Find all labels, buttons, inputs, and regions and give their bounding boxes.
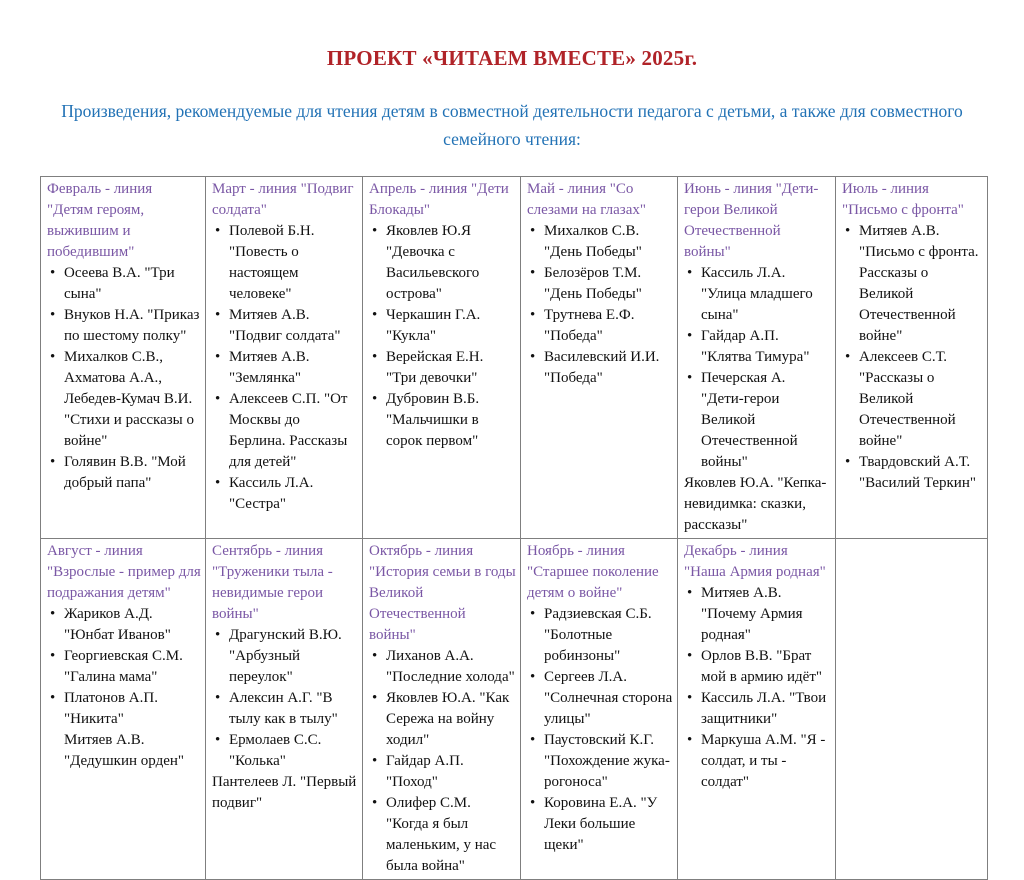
month-cell — [41, 177, 206, 539]
book-item-text: Яковлев Ю.А. "Кепка-невидимка: сказки, рассказы" — [684, 475, 827, 533]
month-line-header: Июнь - линия "Дети-герои Великой Отечественной войны" — [684, 181, 819, 260]
bullet-icon: • — [687, 328, 693, 344]
bullet-icon: • — [687, 648, 693, 664]
book-item-text: Митяев А.В. "Почему Армия родная" — [701, 585, 803, 643]
book-item — [527, 263, 673, 305]
reading-plan-table — [40, 176, 988, 880]
book-item — [527, 604, 673, 667]
bullet-icon: • — [50, 690, 56, 706]
book-item — [842, 347, 983, 452]
bullet-icon: • — [215, 391, 221, 407]
month-cell — [678, 177, 836, 539]
bullet-icon: • — [215, 627, 221, 643]
book-item — [842, 452, 983, 494]
book-item-text: Гайдар А.П. "Клятва Тимура" — [701, 328, 810, 365]
book-item-text: Алексеев С.П. "От Москвы до Берлина. Рассказы для детей" — [229, 391, 348, 470]
month-line-header: Ноябрь - линия "Старшее поколение детям о войне" — [527, 543, 659, 601]
book-item — [842, 221, 983, 347]
book-item-text: Радзиевская С.Б. "Болотные робинзоны" — [544, 606, 652, 664]
month-cell — [836, 177, 988, 539]
book-item — [369, 221, 516, 305]
book-item-text: Кассиль Л.А. "Твои защитники" — [701, 690, 827, 727]
month-cell — [678, 539, 836, 880]
book-item-text: Олифер С.М. "Когда я был маленьким, у нас была война" — [386, 795, 497, 874]
book-item — [684, 473, 831, 536]
book-item-text: Верейская Е.Н. "Три девочки" — [386, 349, 484, 386]
book-item-text: Митяев А.В. "Дедушкин орден" — [64, 732, 185, 769]
book-item — [212, 625, 358, 688]
book-item — [47, 646, 201, 688]
bullet-icon: • — [530, 349, 536, 365]
book-item-text: Гайдар А.П. "Поход" — [386, 753, 464, 790]
book-item-text: Паустовский К.Г. "Похождение жука-рогоноса" — [544, 732, 670, 790]
book-item-text: Митяев А.В. "Землянка" — [229, 349, 310, 386]
bullet-icon: • — [215, 690, 221, 706]
book-item — [212, 473, 358, 515]
bullet-icon: • — [372, 223, 378, 239]
bullet-icon: • — [215, 223, 221, 239]
month-line-header: Июль - линия "Письмо с фронта" — [842, 181, 964, 218]
bullet-icon: • — [215, 307, 221, 323]
bullet-icon: • — [372, 391, 378, 407]
book-item-text: Лиханов А.А. "Последние холода" — [386, 648, 515, 685]
book-item-text: Кассиль Л.А. "Сестра" — [229, 475, 314, 512]
book-item-text: Драгунский В.Ю. "Арбузный переулок" — [229, 627, 342, 685]
book-item — [684, 730, 831, 793]
month-cell — [206, 177, 363, 539]
bullet-icon: • — [687, 690, 693, 706]
bullet-icon: • — [215, 475, 221, 491]
bullet-icon: • — [687, 585, 693, 601]
bullet-icon: • — [50, 454, 56, 470]
month-cell — [521, 539, 678, 880]
month-line-header: Октябрь - линия "История семьи в годы Великой Отечественной войны" — [369, 543, 516, 643]
table-row — [41, 177, 988, 539]
book-item-text: Михалков С.В. "День Победы" — [544, 223, 642, 260]
bullet-icon: • — [215, 732, 221, 748]
book-item — [369, 793, 516, 877]
book-item — [684, 368, 831, 473]
month-cell — [521, 177, 678, 539]
book-item — [369, 389, 516, 452]
book-item — [212, 305, 358, 347]
month-line-header: Май - линия "Со слезами на глазах" — [527, 181, 647, 218]
bullet-icon: • — [530, 223, 536, 239]
book-item — [47, 305, 201, 347]
bullet-icon: • — [687, 370, 693, 386]
book-item-text: Твардовский А.Т. "Василий Теркин" — [859, 454, 976, 491]
bullet-icon: • — [372, 795, 378, 811]
page-subtitle: Произведения, рекомендуемые для чтения детям в совместной деятельности педагога с детьми, а также для совместного семейного чтения: — [61, 101, 963, 149]
month-line-header: Сентябрь - линия "Труженики тыла - невидимые герои войны" — [212, 543, 333, 622]
book-item-text: Жариков А.Д. "Юнбат Иванов" — [64, 606, 171, 643]
bullet-icon: • — [50, 307, 56, 323]
bullet-icon: • — [845, 223, 851, 239]
bullet-icon: • — [50, 606, 56, 622]
book-item-text: Яковлев Ю.А. "Как Сережа на войну ходил" — [386, 690, 510, 748]
book-item-text: Внуков Н.А. "Приказ по шестому полку" — [64, 307, 200, 344]
book-item-text: Дубровин В.Б. "Мальчишки в сорок первом" — [386, 391, 480, 449]
book-item-text: Митяев А.В. "Подвиг солдата" — [229, 307, 341, 344]
book-item — [369, 646, 516, 688]
bullet-icon: • — [530, 307, 536, 323]
book-item — [527, 667, 673, 730]
book-item — [47, 730, 201, 772]
book-item-text: Пантелеев Л. "Первый подвиг" — [212, 774, 357, 811]
bullet-icon: • — [372, 648, 378, 664]
book-item-text: Трутнева Е.Ф. "Победа" — [544, 307, 635, 344]
book-item — [527, 347, 673, 389]
book-item-text: Осеева В.А. "Три сына" — [64, 265, 175, 302]
book-item — [369, 751, 516, 793]
bullet-icon: • — [372, 349, 378, 365]
book-item — [369, 347, 516, 389]
month-cell — [363, 177, 521, 539]
month-cell — [836, 539, 988, 880]
table-row — [41, 539, 988, 880]
book-item — [47, 347, 201, 452]
bullet-icon: • — [530, 606, 536, 622]
bullet-icon: • — [372, 690, 378, 706]
book-item — [369, 688, 516, 751]
book-item — [212, 389, 358, 473]
bullet-icon: • — [372, 753, 378, 769]
document-page — [0, 46, 1024, 874]
bullet-icon: • — [687, 732, 693, 748]
bullet-icon: • — [530, 795, 536, 811]
book-item — [527, 793, 673, 856]
book-item-text: Сергеев Л.А. "Солнечная сторона улицы" — [544, 669, 673, 727]
month-line-header: Март - линия "Подвиг солдата" — [212, 181, 354, 218]
month-cell — [206, 539, 363, 880]
book-item-text: Яковлев Ю.Я "Девочка с Васильевского острова" — [386, 223, 480, 302]
book-item-text: Печерская А. "Дети-герои Великой Отечественной войны" — [701, 370, 798, 470]
month-line-header: Февраль - линия "Детям героям, выжившим и победившим" — [47, 181, 153, 260]
book-item — [212, 772, 358, 814]
book-item — [527, 305, 673, 347]
month-cell — [41, 539, 206, 880]
book-item-text: Митяев А.В. "Письмо с фронта. Рассказы о Великой Отечественной войне" — [859, 223, 979, 344]
book-item-text: Алексин А.Г. "В тылу как в тылу" — [229, 690, 338, 727]
book-item-text: Алексеев С.Т. "Рассказы о Великой Отечественной войне" — [859, 349, 956, 449]
bullet-icon: • — [845, 349, 851, 365]
book-item — [369, 305, 516, 347]
book-item — [212, 347, 358, 389]
book-item — [212, 730, 358, 772]
book-item-text: Василевский И.И. "Победа" — [544, 349, 660, 386]
book-item-text: Платонов А.П. "Никита" — [64, 690, 158, 727]
bullet-icon: • — [845, 454, 851, 470]
book-item-text: Кассиль Л.А. "Улица младшего сына" — [701, 265, 813, 323]
month-cell — [363, 539, 521, 880]
book-item — [684, 263, 831, 326]
bullet-icon: • — [530, 732, 536, 748]
book-item — [684, 583, 831, 646]
book-item-text: Черкашин Г.А. "Кукла" — [386, 307, 481, 344]
month-line-header: Апрель - линия "Дети Блокады" — [369, 181, 509, 218]
book-item — [47, 604, 201, 646]
book-item-text: Белозёров Т.М. "День Победы" — [544, 265, 642, 302]
book-item — [47, 263, 201, 305]
bullet-icon: • — [530, 669, 536, 685]
book-item — [684, 646, 831, 688]
bullet-icon: • — [50, 349, 56, 365]
bullet-icon: • — [530, 265, 536, 281]
page-title: ПРОЕКТ «ЧИТАЕМ ВМЕСТЕ» 2025г. — [326, 46, 698, 70]
book-item-text: Голявин В.В. "Мой добрый папа" — [64, 454, 186, 491]
book-item-text: Орлов В.В. "Брат мой в армию идёт" — [701, 648, 823, 685]
month-line-header: Декабрь - линия "Наша Армия родная" — [684, 543, 826, 580]
book-item-text: Маркуша А.М. "Я - солдат, и ты - солдат" — [701, 732, 826, 790]
bullet-icon: • — [50, 648, 56, 664]
bullet-icon: • — [215, 349, 221, 365]
book-item — [47, 452, 201, 494]
book-item-text: Полевой Б.Н. "Повесть о настоящем человеке" — [229, 223, 315, 302]
book-item-text: Ермолаев С.С. "Колька" — [229, 732, 322, 769]
book-item — [527, 730, 673, 793]
month-line-header: Август - линия "Взрослые - пример для подражания детям" — [47, 543, 201, 601]
book-item — [527, 221, 673, 263]
book-item — [684, 326, 831, 368]
book-item-text: Георгиевская С.М. "Галина мама" — [64, 648, 183, 685]
book-item — [212, 221, 358, 305]
bullet-icon: • — [50, 265, 56, 281]
bullet-icon: • — [372, 307, 378, 323]
book-item-text: Михалков С.В., Ахматова А.А., Лебедев-Кумач В.И. "Стихи и рассказы о войне" — [64, 349, 195, 449]
book-item-text: Коровина Е.А. "У Леки большие щеки" — [544, 795, 658, 853]
bullet-icon: • — [687, 265, 693, 281]
